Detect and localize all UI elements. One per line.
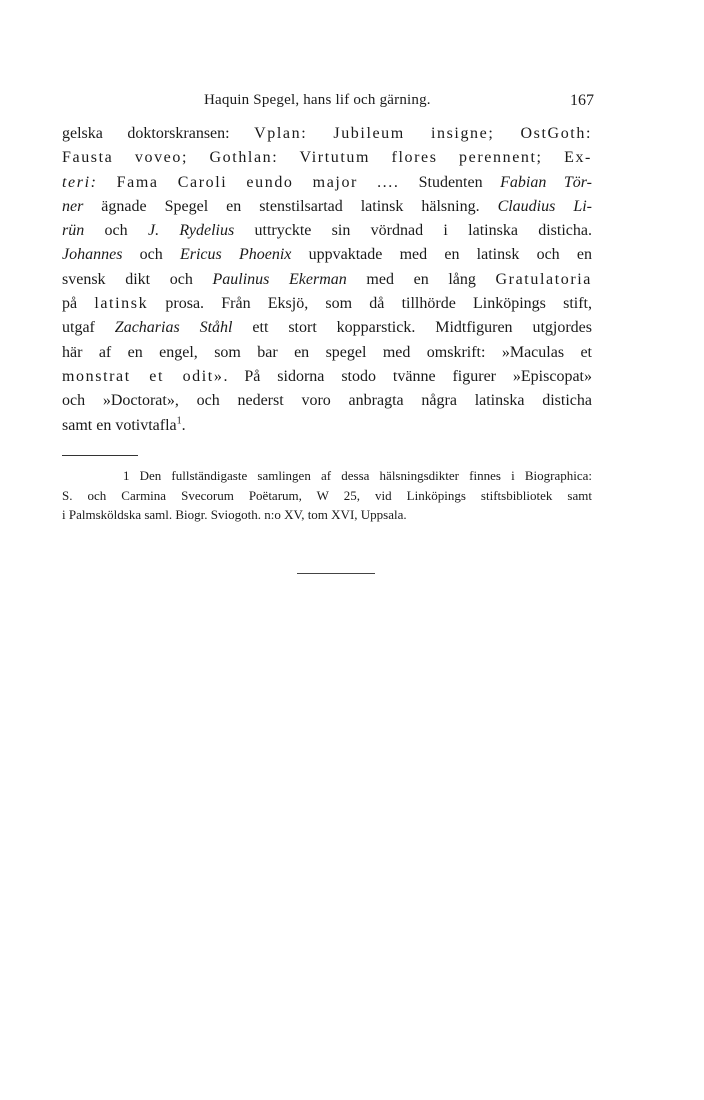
text-run: Claudius Li- [497, 197, 593, 215]
body-line [62, 268, 592, 292]
text-run: Vplan: Jubileum insigne; OstGoth: [254, 125, 592, 142]
text-run: här af en engel, som bar en spegel med omskrift: »Maculas et [62, 343, 592, 361]
text-run: prosa. Från Eksjö, som då tillhörde Linköpings stift, [148, 295, 592, 313]
text-run: . På sidorna stodo tvänne figurer »Episcopat» [223, 367, 592, 385]
text-run: Fausta voveo; Gothlan: Virtutum flores perennent; Ex- [62, 149, 592, 167]
body-line [62, 243, 592, 267]
body-line [62, 316, 592, 340]
text-run: J. Rydelius [147, 222, 235, 240]
text-run: och »Doctorat», och nederst voro anbragta några latinska disticha [62, 392, 592, 410]
text-run: Fabian Tör- [500, 173, 592, 191]
body-line [62, 122, 592, 146]
text-run: utgaf [62, 319, 115, 337]
footnote-rule [62, 455, 138, 456]
text-run: samt en votivtafla [62, 416, 177, 434]
text-run: Ericus Phoenix [179, 246, 292, 264]
text-run: ett stort kopparstick. Midtfiguren utgjordes [232, 319, 593, 337]
body-line [62, 389, 592, 413]
text-run: rün [62, 222, 85, 240]
text-run: ner [62, 197, 84, 215]
text-run: och [84, 222, 148, 240]
text-run: Johannes [62, 246, 123, 264]
footnote [62, 466, 592, 525]
body-line [62, 365, 592, 389]
body-line [62, 292, 592, 316]
running-head [62, 92, 594, 114]
page-number: 167 [570, 92, 594, 109]
footnote-line: S. och Carmina Svecorum Poëtarum, W 25, vid Linköpings stiftsbibliotek samt [62, 487, 592, 503]
text-run: uttryckte sin vördnad i latinska disticha. [234, 222, 592, 240]
footnote-marker: 1 [176, 415, 182, 427]
body-line [62, 195, 592, 219]
text-run: Zacharias Ståhl [114, 319, 233, 337]
body-line [62, 414, 592, 438]
text-run: Paulinus Ekerman [212, 270, 347, 288]
body-line [62, 146, 592, 170]
text-run: ägnade Spegel en stenstilsartad latinsk hälsning. [83, 197, 498, 215]
end-rule [297, 573, 375, 574]
text-run: på [62, 295, 95, 313]
running-title: Haquin Spegel, hans lif och gärning. [204, 92, 431, 108]
text-run: med en lång [346, 270, 496, 288]
text-run: monstrat et odit» [62, 367, 224, 385]
body-text [62, 122, 592, 438]
text-run: latinsk [94, 295, 149, 313]
body-line [62, 219, 592, 243]
text-run: . [181, 416, 186, 434]
text-run: Studenten [418, 173, 501, 191]
text-run: och [122, 246, 180, 264]
text-run: Fama Caroli eundo major .... [97, 173, 419, 191]
text-run: teri: [62, 173, 98, 191]
body-line [62, 341, 592, 365]
text-run: uppvaktade med en latinsk och en [291, 246, 592, 264]
text-run: gelska doktorskransen: [62, 125, 255, 142]
footnote-line: 1 Den fullständigaste samlingen af dessa hälsningsdikter finnes i Biographica: [62, 468, 592, 483]
body-line [62, 171, 592, 195]
text-run: svensk dikt och [62, 270, 213, 288]
footnote-line: i Palmsköldska saml. Biogr. Sviogoth. n:o XV, tom XVI, Uppsala. [62, 507, 407, 522]
text-run: Gratulatoria [495, 270, 593, 288]
